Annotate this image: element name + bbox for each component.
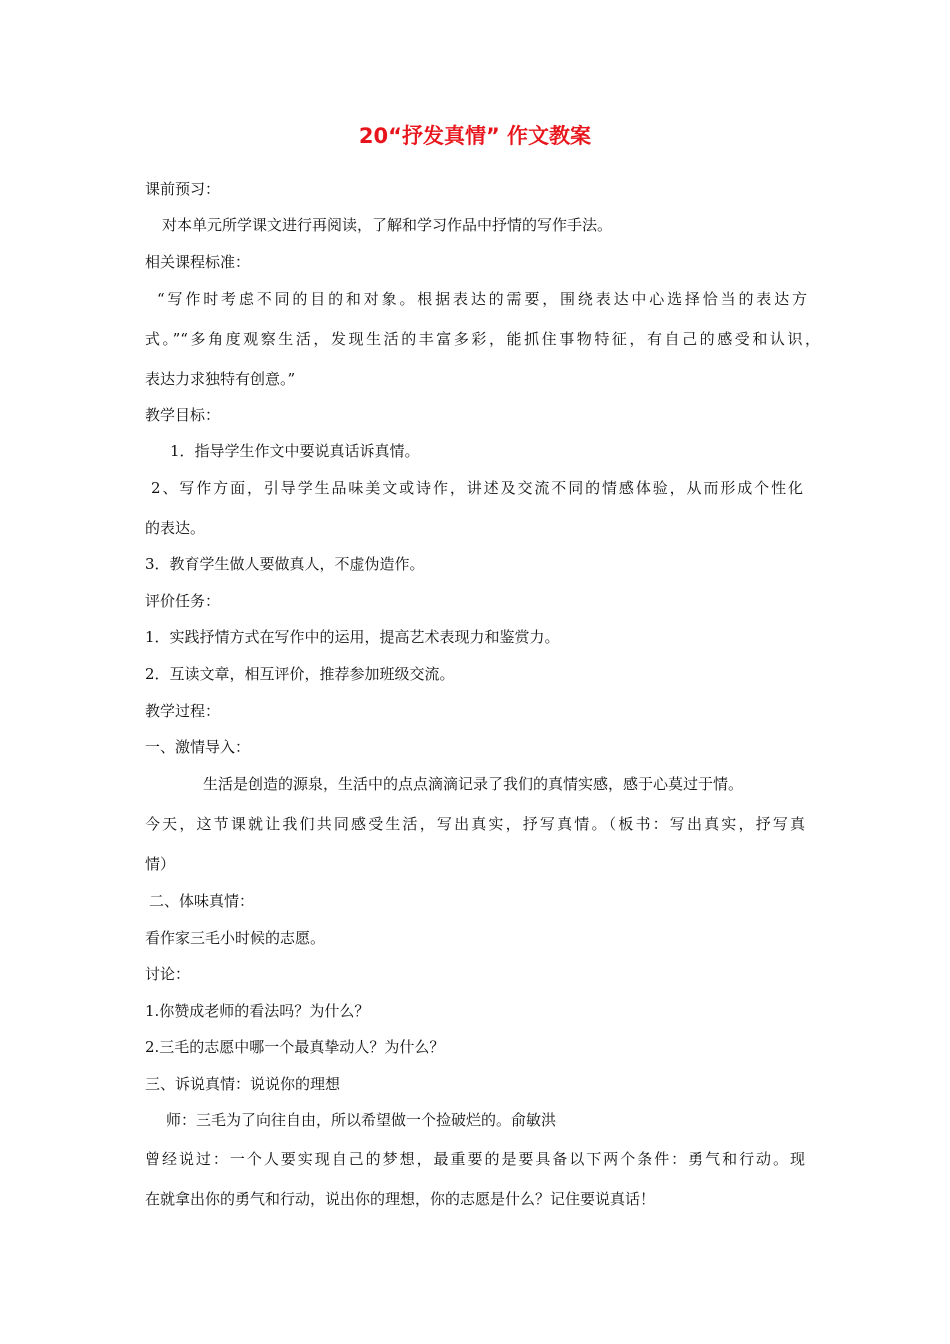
process-step-2-text: 看作家三毛小时候的志愿。 <box>145 929 326 947</box>
section-heading-evaluation: 评价任务： <box>145 592 221 610</box>
section-heading-goals: 教学目标： <box>145 406 221 424</box>
goal-item-1: 1．指导学生作文中要说真话诉真情。 <box>170 442 420 460</box>
goal-item-3: 3．教育学生做人要做真人，不虚伪造作。 <box>145 555 425 573</box>
process-step-3-text-line-3: 在就拿出你的勇气和行动，说出你的理想，你的志愿是什么？记住要说真话！ <box>145 1190 656 1208</box>
process-step-3-text-line-2: 曾经说过：一个人要实现自己的梦想，最重要的是要具备以下两个条件：勇气和行动。现 <box>145 1150 805 1168</box>
goal-item-2-line-2: 的表达。 <box>145 519 206 537</box>
paragraph-standards-line-1: “写作时考虑不同的目的和对象。根据表达的需要，围绕表达中心选择恰当的表达方 <box>157 290 807 308</box>
process-step-2-heading: 二、体味真情： <box>149 892 255 910</box>
goal-item-2-line-1: 2、写作方面，引导学生品味美文或诗作，讲述及交流不同的情感体验，从而形成个性化 <box>151 479 803 497</box>
section-heading-standards: 相关课程标准： <box>145 253 251 271</box>
discussion-heading: 讨论： <box>145 965 191 983</box>
discussion-question-1: 1.你赞成老师的看法吗？为什么？ <box>145 1002 370 1020</box>
document-title: 20“抒发真情” 作文教案 <box>358 124 592 148</box>
process-step-1-text-line-3: 情） <box>145 855 176 873</box>
paragraph-standards-line-3: 表达力求独特有创意。” <box>145 370 296 388</box>
paragraph-standards-line-2: 式。”“多角度观察生活，发现生活的丰富多彩，能抓住事物特征，有自己的感受和认识， <box>145 330 820 348</box>
process-step-1-heading: 一、激情导入： <box>145 738 251 756</box>
paragraph-preview: 对本单元所学课文进行再阅读，了解和学习作品中抒情的写作手法。 <box>162 216 613 234</box>
section-heading-process: 教学过程： <box>145 702 221 720</box>
process-step-3-text-line-1: 师：三毛为了向往自由，所以希望做一个捡破烂的。俞敏洪 <box>166 1111 557 1129</box>
process-step-1-text-line-2: 今天，这节课就让我们共同感受生活，写出真实，抒写真情。（板书：写出真实，抒写真 <box>145 815 805 833</box>
process-step-1-text-line-1: 生活是创造的源泉，生活中的点点滴滴记录了我们的真情实感，感于心莫过于情。 <box>203 775 744 793</box>
evaluation-item-2: 2．互读文章，相互评价，推荐参加班级交流。 <box>145 665 455 683</box>
process-step-3-heading: 三、诉说真情：说说你的理想 <box>145 1075 341 1093</box>
evaluation-item-1: 1．实践抒情方式在写作中的运用，提高艺术表现力和鉴赏力。 <box>145 628 560 646</box>
section-heading-preview: 课前预习： <box>145 180 221 198</box>
discussion-question-2: 2.三毛的志愿中哪一个最真挚动人？为什么？ <box>145 1038 445 1056</box>
